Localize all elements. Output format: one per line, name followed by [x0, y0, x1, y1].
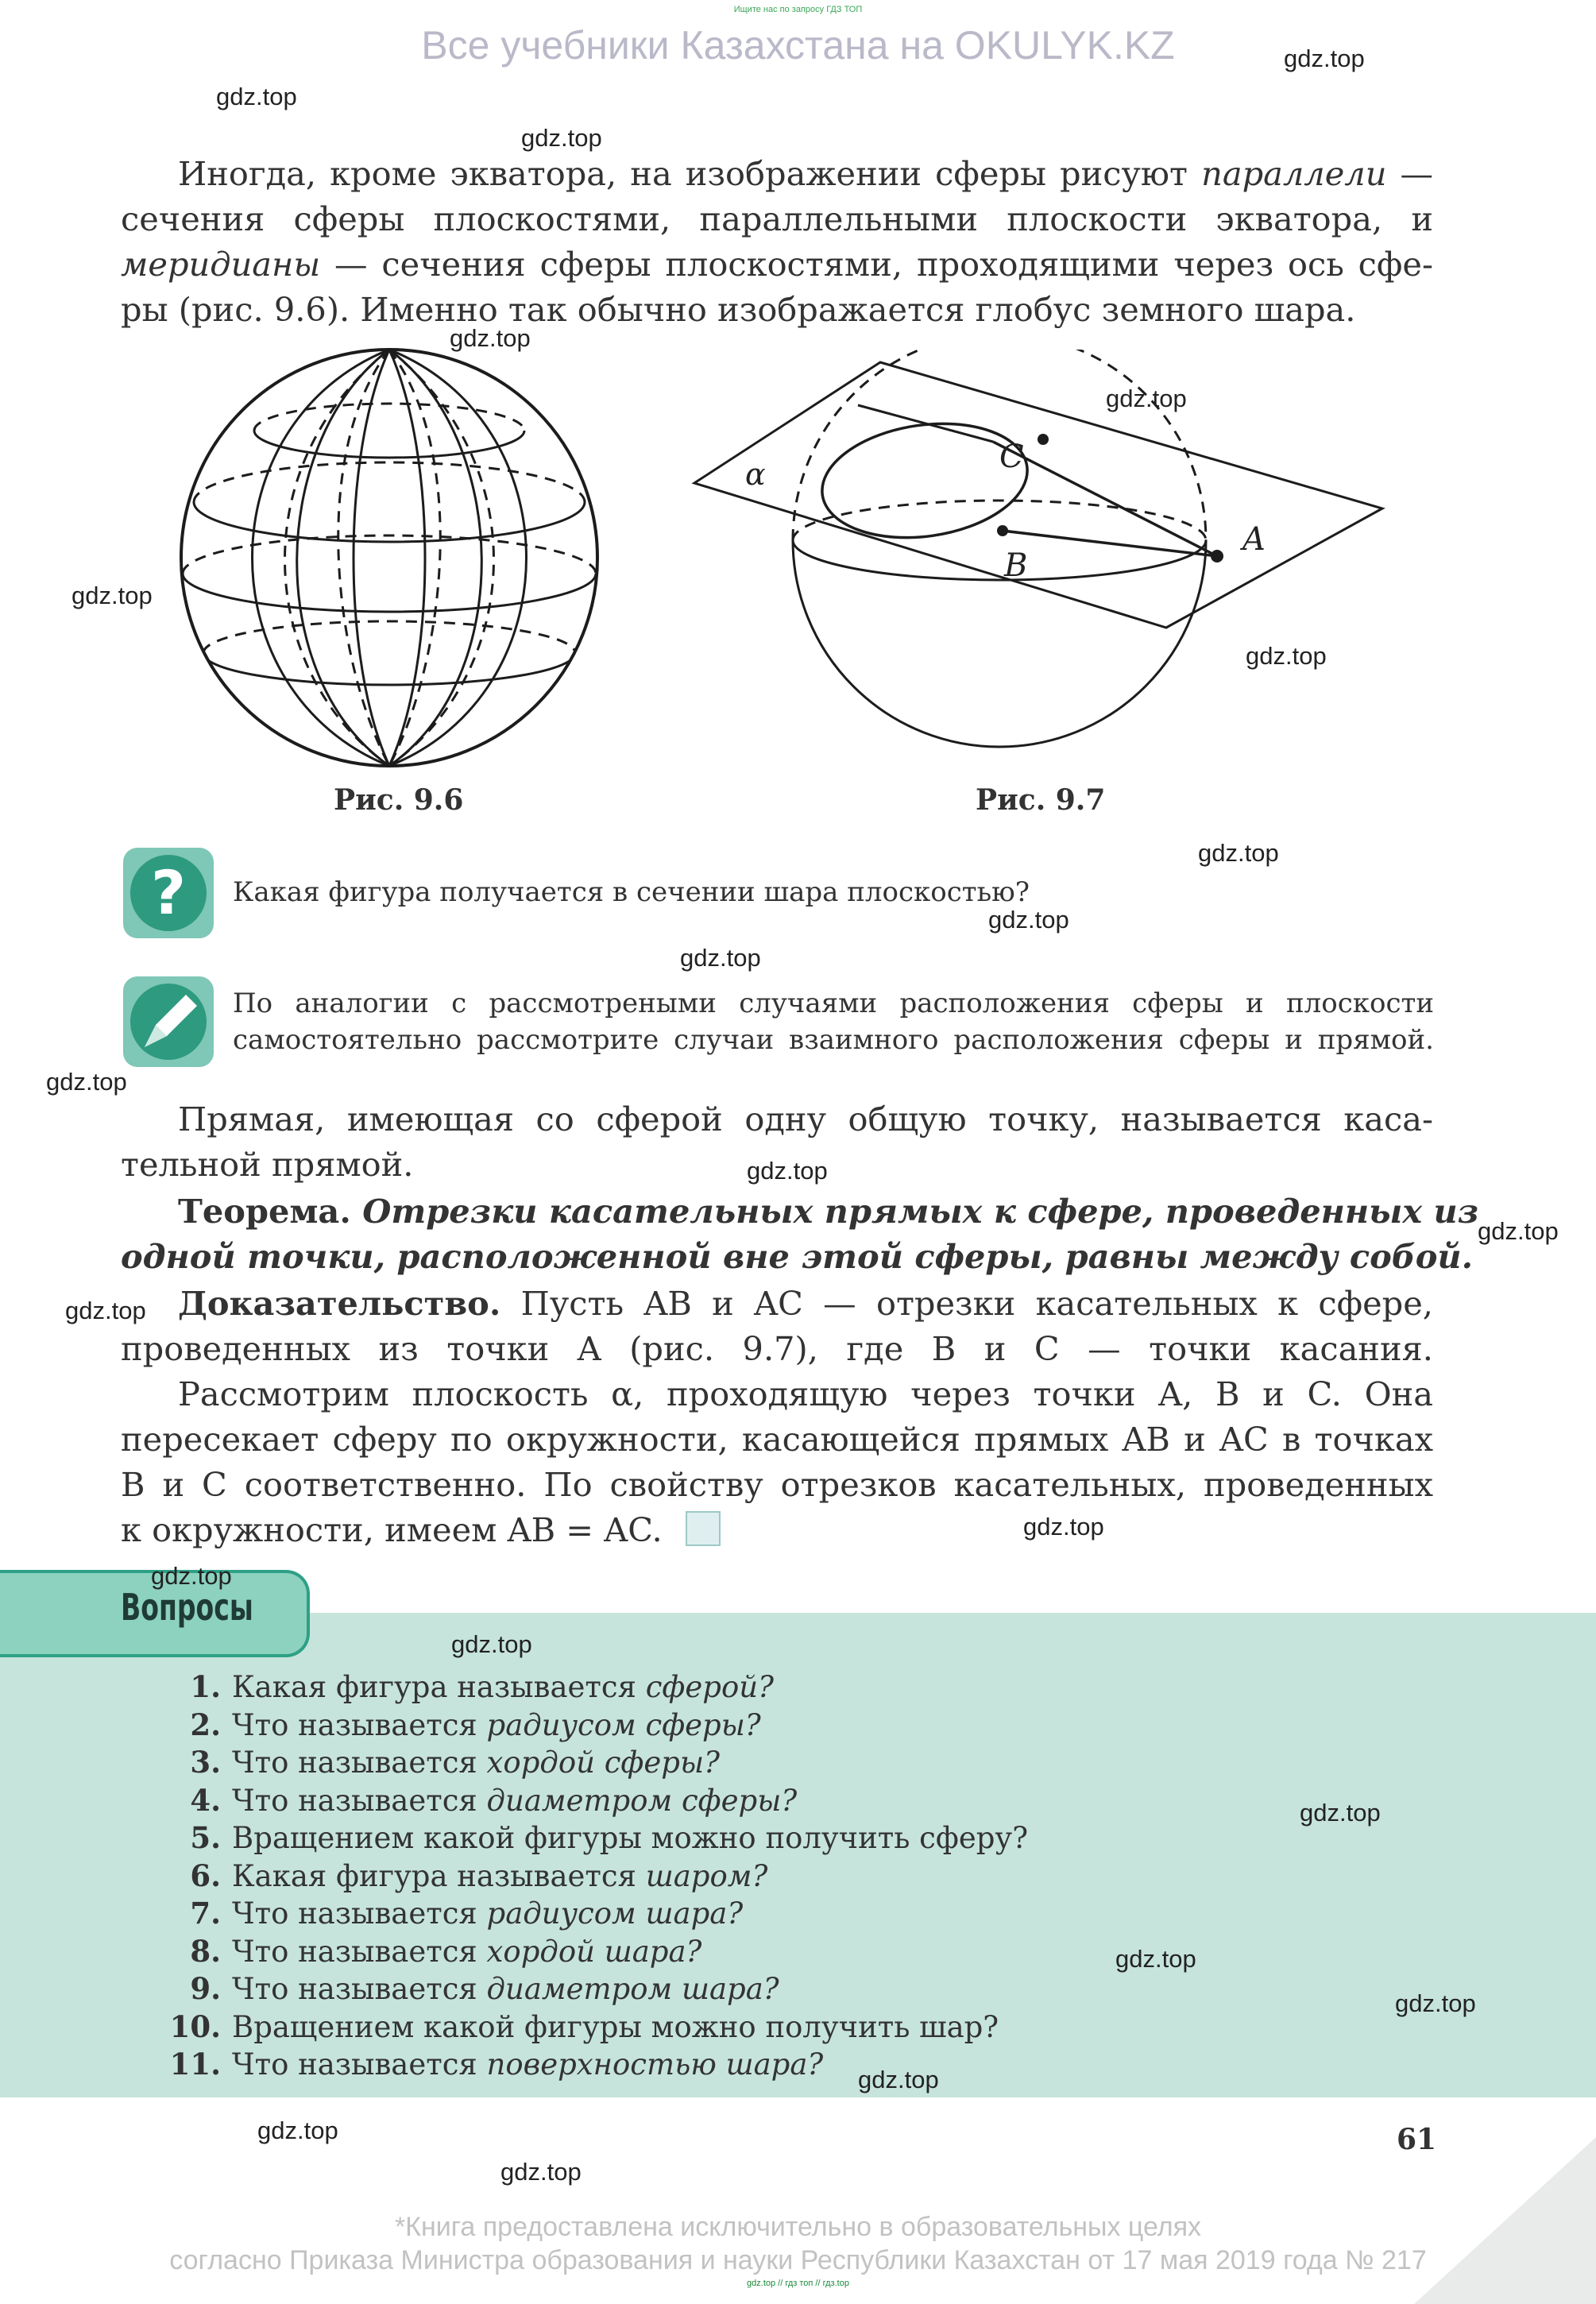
watermark: gdz.top — [1395, 1989, 1476, 2017]
point-label-a: A — [1242, 521, 1266, 558]
watermark: gdz.top — [521, 124, 602, 152]
watermark: gdz.top — [151, 1562, 232, 1590]
list-item: 4. Что называется диаметром сферы? — [190, 1782, 798, 1818]
footer-bottom-note: gdz.top // гдз топ // гдз.top — [747, 2279, 849, 2288]
watermark: gdz.top — [1023, 1513, 1104, 1541]
search-hint: Ищите нас по запросу ГДЗ ТОП — [733, 5, 863, 14]
list-item: 9. Что называется диаметром шара? — [190, 1971, 779, 2006]
list-item: 5. Вращением какой фигуры можно получить сферу? — [190, 1820, 1029, 1855]
globe-figure — [175, 343, 604, 772]
footer-line-1: *Книга предоставлена исключительно в образовательных целях — [394, 2212, 1202, 2242]
svg-text:?: ? — [150, 857, 187, 928]
page-number: 61 — [1397, 2123, 1437, 2156]
watermark: gdz.top — [988, 906, 1069, 934]
figure-caption-9-6: Рис. 9.6 — [334, 783, 464, 817]
watermark: gdz.top — [216, 83, 297, 110]
point-label-c: C — [999, 439, 1024, 475]
watermark: gdz.top — [257, 2117, 338, 2144]
watermark: gdz.top — [46, 1068, 127, 1096]
watermark: gdz.top — [65, 1297, 146, 1324]
watermark: gdz.top — [71, 582, 153, 609]
exercise-note: По аналогии с рассмотреными случаями расположения сферы и плоскости самостоятельно рассмотрите случаи взаимного расположения сферы и прямой. — [233, 988, 1434, 1056]
figure-caption-9-7: Рис. 9.7 — [976, 783, 1106, 817]
watermark: gdz.top — [1198, 839, 1279, 867]
footer-line-2: согласно Приказа Министра образования и науки Республики Казахстан от 17 мая 2019 года № 217 — [169, 2245, 1427, 2275]
watermark: gdz.top — [1300, 1799, 1381, 1827]
pencil-icon — [121, 974, 216, 1069]
site-title[interactable]: Все учебники Казахстана на OKULYK.KZ — [421, 23, 1175, 68]
point-label-b: B — [1004, 547, 1028, 584]
list-item: 3. Что называется хордой сферы? — [190, 1745, 720, 1780]
end-of-proof-icon — [686, 1511, 721, 1546]
theorem-paragraph: Теорема. Отрезки касательных прямых к сфере, проведенных из одной точки, расположенной вне этой сферы, равны между собой. — [121, 1192, 1479, 1276]
list-item: 1. Какая фигура называется сферой? — [190, 1669, 774, 1704]
watermark: gdz.top — [1106, 385, 1187, 412]
proof-paragraph: Доказательство. Пусть AB и AC — отрезки касательных к сфере, проведенных из точки A (рис. 9.7), где B и C — точки касания. Рассмотрим плоскость α, проходящую через точки A, B и C. Она пересекает сферу по окружности, касающейся прямых AB и AC в точках B и C соответственно. По свойству отрезков касательных, проведенных к окружности, имеем AB = AC. — [121, 1284, 1433, 1549]
list-item: 11. Что называется поверхностью шара? — [169, 2047, 824, 2082]
watermark: gdz.top — [450, 324, 531, 352]
list-item: 6. Какая фигура называется шаром? — [190, 1858, 768, 1893]
list-item: 10. Вращением какой фигуры можно получить шар? — [169, 2008, 999, 2044]
definition-paragraph: Прямая, имеющая со сферой одну общую точку, называется каса- тельной прямой. — [121, 1100, 1433, 1184]
watermark: gdz.top — [500, 2158, 582, 2186]
watermark: gdz.top — [451, 1630, 532, 1658]
watermark: gdz.top — [1115, 1945, 1196, 1973]
intro-paragraph: Иногда, кроме экватора, на изображении сферы рисуют параллели — сечения сферы плоскостями, параллельными плоскости экватора, и меридианы — сечения сферы плоскостями, проходящими через ось сфе- ры (рис. 9.6). Именно так обычно изображается глобус земного шара. — [121, 154, 1433, 329]
list-item: 7. Что называется радиусом шара? — [190, 1896, 744, 1931]
watermark: gdz.top — [680, 944, 761, 972]
sphere-tangent-figure — [683, 350, 1398, 794]
watermark: gdz.top — [1284, 44, 1365, 72]
question-note: Какая фигура получается в сечении шара плоскостью? — [233, 876, 1030, 908]
plane-label-alpha: α — [745, 457, 766, 492]
watermark: gdz.top — [1478, 1217, 1559, 1245]
questions-title: Вопросы — [121, 1586, 253, 1629]
questions-list — [151, 1668, 1263, 2084]
watermark: gdz.top — [747, 1157, 828, 1185]
list-item: 8. Что называется хордой шара? — [190, 1933, 702, 1969]
question-icon — [121, 845, 216, 941]
watermark: gdz.top — [858, 2066, 939, 2093]
watermark: gdz.top — [1246, 642, 1327, 670]
list-item: 2. Что называется радиусом сферы? — [190, 1707, 761, 1742]
